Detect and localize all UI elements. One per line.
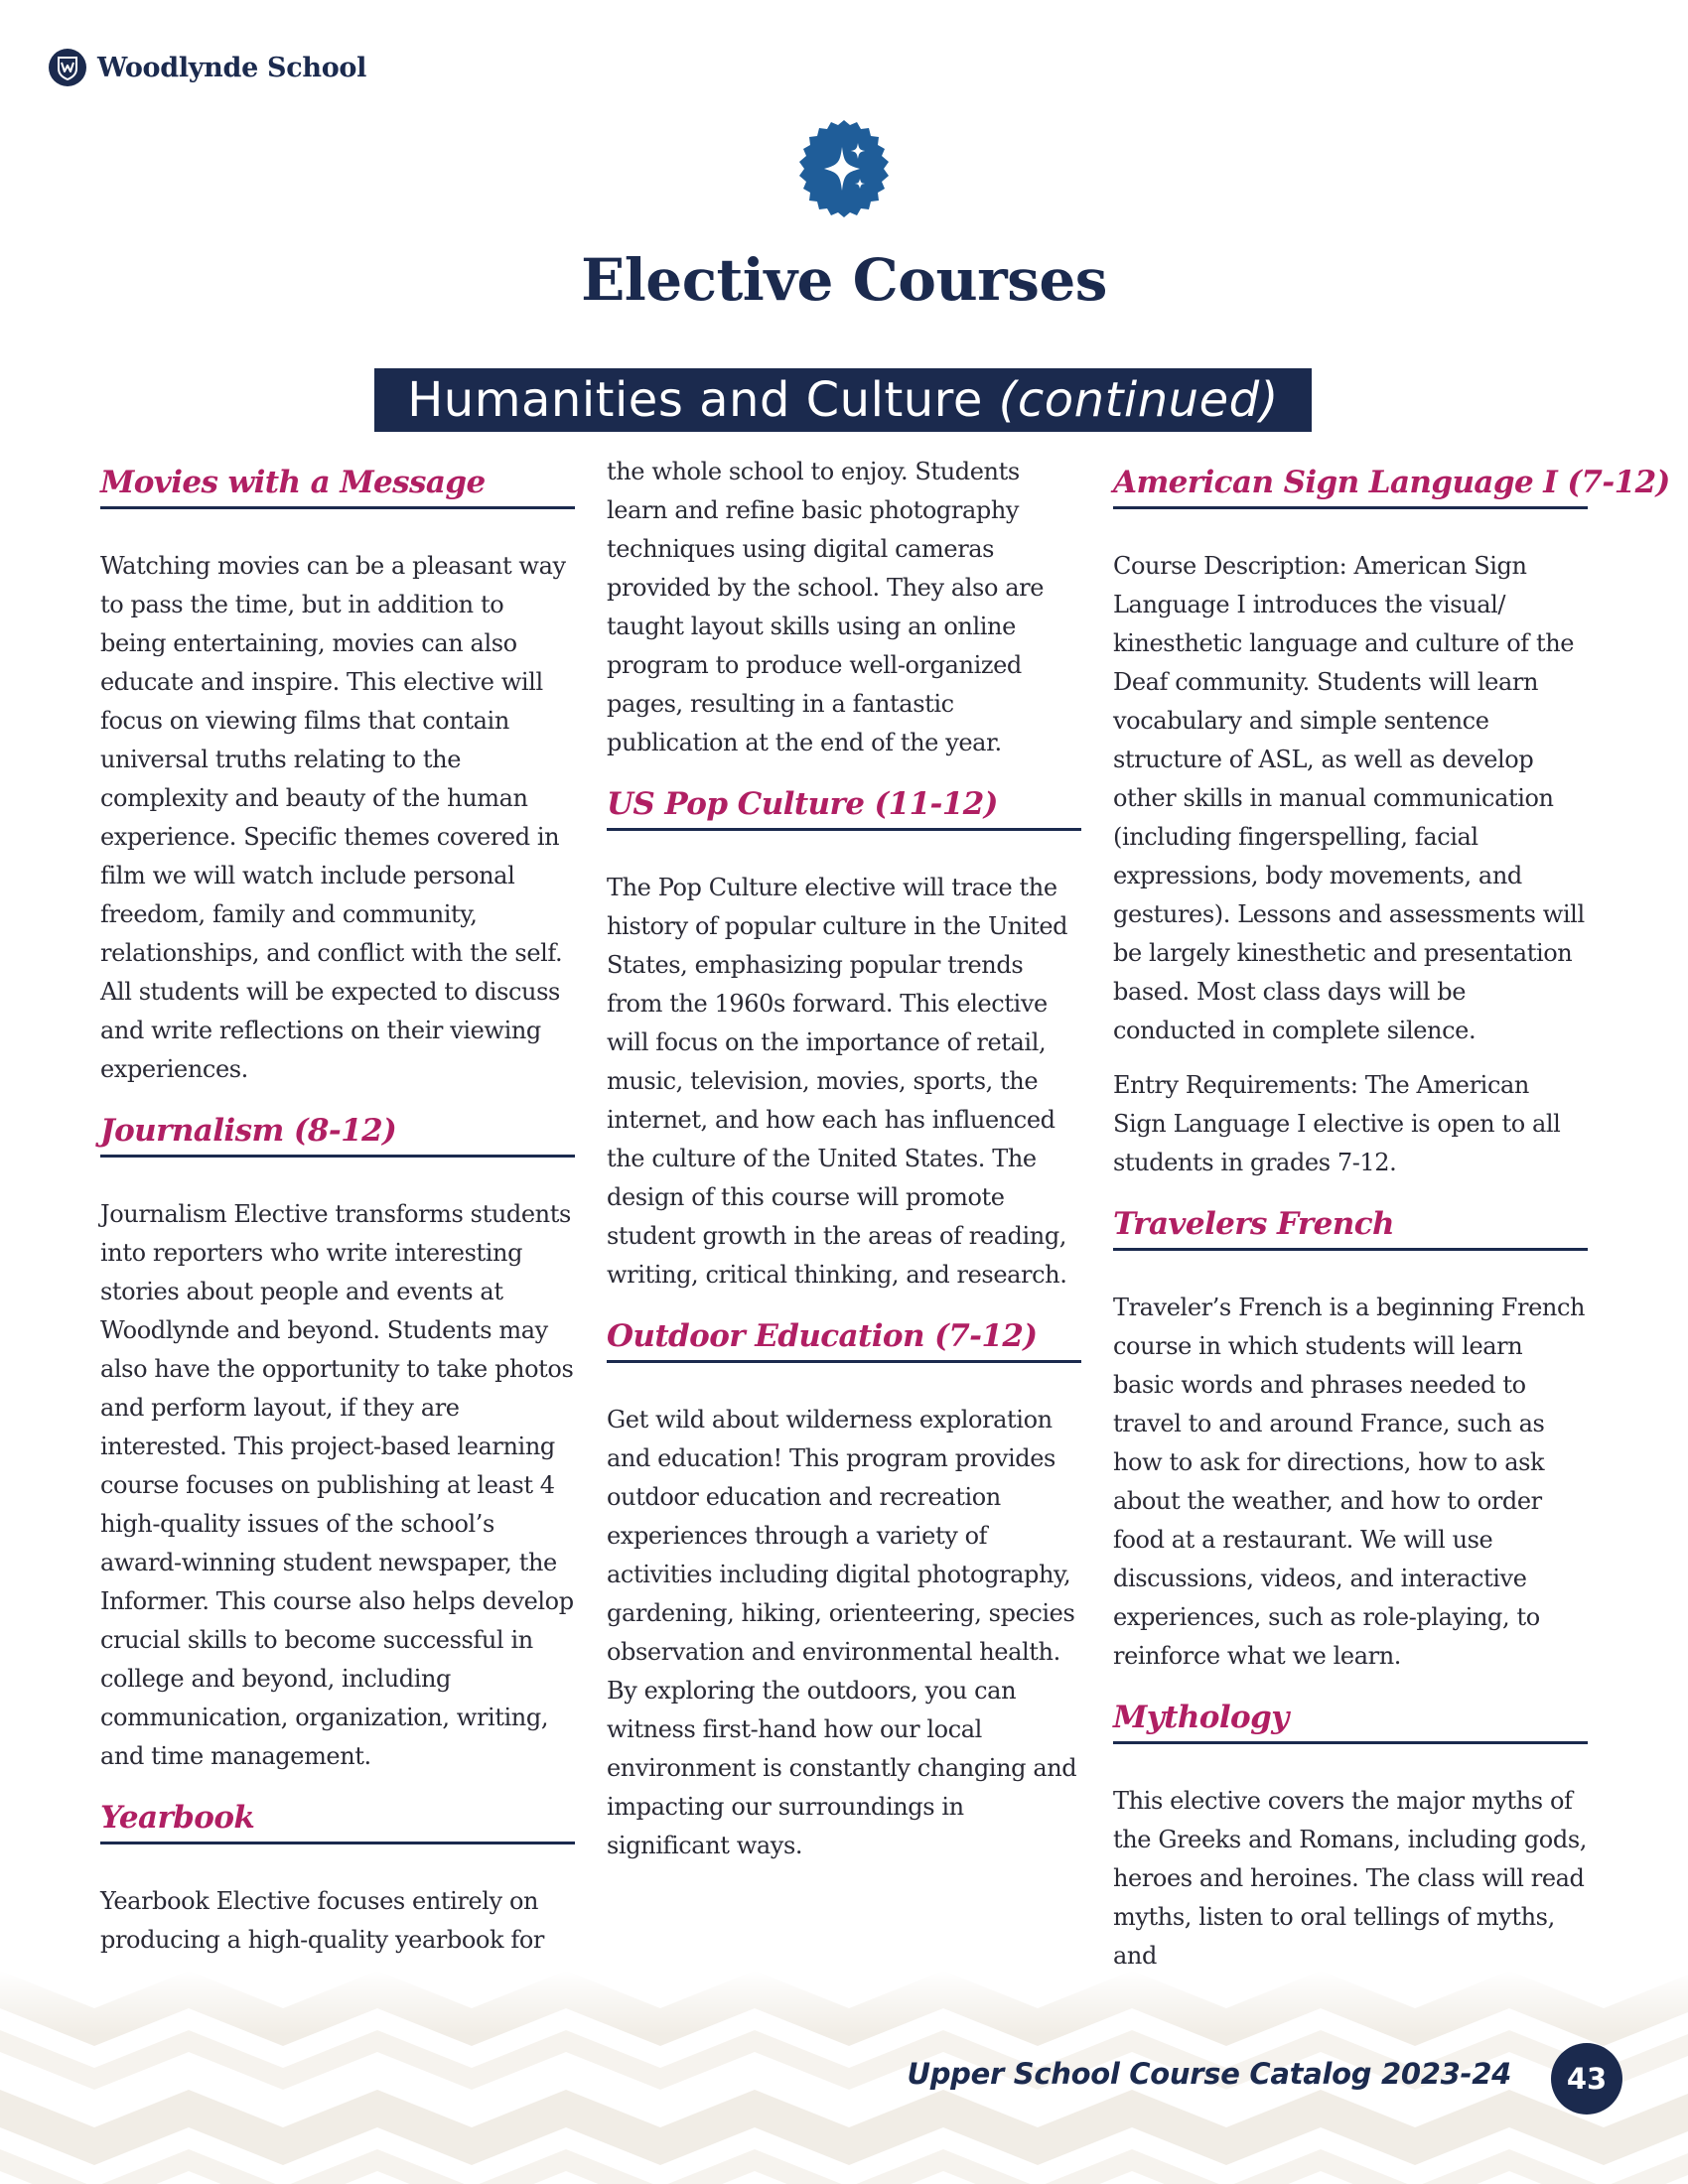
course-title-yearbook: Yearbook [100, 1800, 575, 1844]
course-body-mythology: This elective covers the major myths of the Greeks and Romans, including gods, heroes and heroines. The class will read myths, listen to oral tellings of myths, and [1113, 1787, 1587, 1970]
section-title: Humanities and Culture [407, 372, 983, 428]
course-title-asl: American Sign Language I (7-12) [1113, 465, 1588, 509]
column-left [100, 465, 575, 1983]
course-body-outdoor-education: Get wild about wilderness exploration and education! This program provides outdoor education and recreation experiences through a variety of activities including digital photography, gardening, hiking, orienteering, species observation and environmental health. By exploring the outdoors, you can witness first-hand how our local environment is constantly changing and impacting our surroundings in significant ways. [607, 1406, 1077, 1859]
course-body-pop-culture: The Pop Culture elective will trace the history of popular culture in the United States, emphasizing popular trends from the 1960s forward. This elective will focus on the importance of retail, music, television, movies, sports, the internet, and how each has influenced the culture of the United States. The design of this course will promote student growth in the areas of reading, writing, critical thinking, and research. [607, 874, 1068, 1289]
course-title-outdoor-education: Outdoor Education (7-12) [607, 1318, 1081, 1363]
section-banner [374, 368, 1312, 432]
column-middle [607, 458, 1081, 1889]
page-title: Elective Courses [581, 246, 1107, 314]
course-title-travelers-french: Travelers French [1113, 1206, 1588, 1251]
course-body-travelers-french: Traveler’s French is a beginning French course in which students will learn basic words and phrases needed to travel to and around France, such as how to ask for directions, how to ask about the weather, and how to order food at a restaurant. We will use discussions, videos, and interactive experiences, such as role-playing, to reinforce what we learn. [1113, 1294, 1586, 1670]
column-right [1113, 465, 1670, 1999]
course-body-yearbook: Yearbook Elective focuses entirely on producing a high-quality yearbook for [100, 1887, 544, 1954]
school-logo [48, 48, 366, 87]
sparkle-star-icon [794, 119, 894, 218]
page-number: 43 [1551, 2043, 1622, 2115]
section-qualifier: (continued) [998, 372, 1279, 428]
course-title-mythology: Mythology [1113, 1700, 1588, 1744]
school-name: Woodlynde School [97, 52, 367, 83]
woodlynde-crest-icon [48, 48, 87, 87]
footer-catalog-title: Upper School Course Catalog 2023-24 [907, 2057, 1511, 2091]
course-body-movies: Watching movies can be a pleasant way to pass the time, but in addition to being entertaining, movies can also educate and inspire. This elective will focus on viewing films that contain universal truths relating to the complexity and beauty of the human experience. Specific themes covered in film we will watch include personal freedom, family and community, relationships, and conflict with the self. All students will be expected to discuss and write reflections on their viewing experiences. [100, 552, 566, 1083]
course-body-journalism: Journalism Elective transforms students into reporters who write interesting stories about people and events at Woodlynde and beyond. Students may also have the opportunity to take photos and perform layout, if they are interested. This project-based learning course focuses on publishing at least 4 high-quality issues of the school’s award-winning student newspaper, the Informer. This course also helps develop crucial skills to become successful in college and beyond, including communication, organization, writing, and time management. [100, 1200, 574, 1770]
course-title-journalism: Journalism (8-12) [100, 1113, 575, 1158]
course-title-movies: Movies with a Message [100, 465, 575, 509]
course-description-asl: Course Description: American Sign Language I introduces the visual/ kinesthetic language and culture of the Deaf community. Students will learn vocabulary and simple sentence structure of ASL, as well as develop other skills in manual communication (including fingerspelling, facial expressions, body movements, and gestures). Lessons and assessments will be largely kinesthetic and presentation based. Most class days will be conducted in complete silence. [1113, 552, 1585, 1044]
course-requirements-asl: Entry Requirements: The American Sign Language I elective is open to all students in grades 7-12. [1113, 1071, 1561, 1176]
course-body-yearbook-continued: the whole school to enjoy. Students learn and refine basic photography techniques using digital cameras provided by the school. They also are taught layout skills using an online program to produce well-organized pages, resulting in a fantastic publication at the end of the year. [607, 458, 1045, 756]
course-title-pop-culture: US Pop Culture (11-12) [607, 786, 1081, 831]
